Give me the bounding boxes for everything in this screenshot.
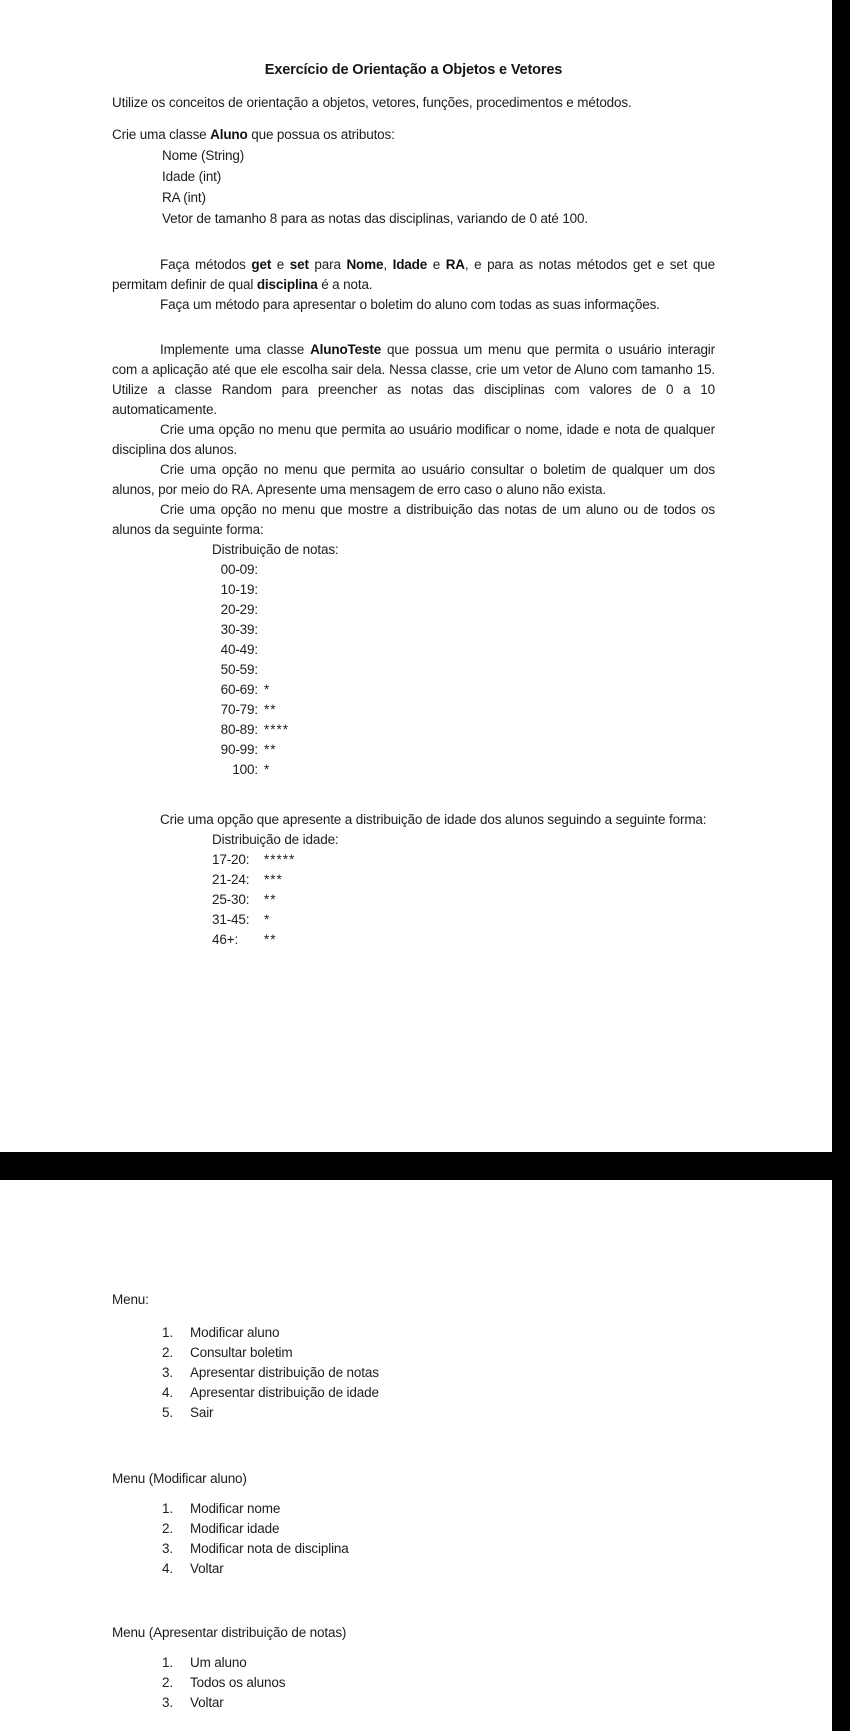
distribution-row [212, 580, 715, 600]
distribution-stars: **** [264, 722, 290, 737]
attribute-item: RA (int) [162, 190, 206, 205]
distribution-range: 25-30: [212, 892, 250, 907]
distribution-stars: ** [264, 932, 277, 947]
distribution-range: 40-49: [220, 642, 258, 657]
menu-item-number: 3. [162, 1365, 173, 1380]
menu-item [162, 1673, 715, 1693]
menu-item-number: 3. [162, 1695, 173, 1710]
distribution-row [212, 760, 715, 780]
attribute-item: Nome (String) [162, 148, 245, 163]
distribution-range: 31-45: [212, 912, 250, 927]
menu-item-number: 3. [162, 1541, 173, 1556]
distribution-range: 70-79: [220, 702, 258, 717]
page-separator-band [0, 1152, 850, 1180]
menu-item-label: Voltar [190, 1695, 224, 1710]
menu-modificar-block [112, 1469, 715, 1579]
menu-modificar-heading: Menu (Modificar aluno) [112, 1471, 247, 1486]
menu-dist-notas-block [112, 1623, 715, 1713]
distribution-range: 90-99: [220, 742, 258, 757]
distribution-range: 80-89: [220, 722, 258, 737]
distribution-range: 20-29: [220, 602, 258, 617]
paragraph-opcao-modificar: Crie uma opção no menu que permita ao usuário modificar o nome, idade e nota de qualquer disciplina dos alunos. [112, 422, 715, 457]
class-definition-line: Crie uma classe Aluno que possua os atributos: [112, 127, 395, 142]
menu-dist-notas-list [112, 1653, 715, 1713]
menu-item-label: Apresentar distribuição de idade [190, 1385, 379, 1400]
distribution-idade-heading: Distribuição de idade: [212, 832, 339, 847]
distribution-stars: * [264, 912, 271, 927]
paragraph-opcao-consultar: Crie uma opção no menu que permita ao usuário consultar o boletim de qualquer um dos alunos, por meio do RA. Apresente uma mensagem de erro caso o aluno não exista. [112, 462, 715, 497]
distribution-row [212, 680, 715, 700]
page-2 [112, 1290, 715, 1713]
paragraph-boletim: Faça um método para apresentar o boletim do aluno com todas as suas informações. [160, 297, 660, 312]
menu-item-number: 1. [162, 1325, 173, 1340]
menu-item [162, 1693, 715, 1713]
menu-item-number: 2. [162, 1675, 173, 1690]
distribution-range: 60-69: [220, 682, 258, 697]
distribution-row [212, 850, 715, 870]
distribution-row [212, 660, 715, 680]
menu-main-list [112, 1323, 715, 1423]
menu-item-label: Apresentar distribuição de notas [190, 1365, 379, 1380]
attribute-list [112, 145, 715, 229]
distribution-row [212, 700, 715, 720]
menu-item [162, 1539, 715, 1559]
distribution-row [212, 600, 715, 620]
distribution-row [212, 620, 715, 640]
distribution-range: 50-59: [220, 662, 258, 677]
distribution-row [212, 930, 715, 950]
menu-item-number: 2. [162, 1345, 173, 1360]
distribution-row [212, 560, 715, 580]
menu-item-label: Modificar nota de disciplina [190, 1541, 349, 1556]
menu-item-label: Todos os alunos [190, 1675, 286, 1690]
menu-item-label: Modificar idade [190, 1521, 280, 1536]
menu-main-heading: Menu: [112, 1292, 149, 1307]
distribution-notas-rows [212, 560, 715, 780]
distribution-stars: ***** [264, 852, 296, 867]
intro-paragraph: Utilize os conceitos de orientação a objetos, vetores, funções, procedimentos e métodos. [112, 95, 632, 110]
distribution-idade [212, 830, 715, 950]
menu-item-number: 4. [162, 1385, 173, 1400]
menu-item [162, 1519, 715, 1539]
menu-item-number: 1. [162, 1501, 173, 1516]
paragraph-opcao-dist-idade: Crie uma opção que apresente a distribuição de idade dos alunos seguindo a seguinte forma: [160, 812, 707, 827]
distribution-row [212, 720, 715, 740]
menu-item [162, 1363, 715, 1383]
menu-item [162, 1343, 715, 1363]
menu-modificar-list [112, 1499, 715, 1579]
distribution-range: 30-39: [220, 622, 258, 637]
menu-main-block [112, 1290, 715, 1423]
paragraph-opcao-dist-notas: Crie uma opção no menu que mostre a distribuição das notas de um aluno ou de todos os alunos da seguinte forma: [112, 502, 715, 537]
distribution-stars: *** [264, 872, 283, 887]
menu-dist-notas-heading: Menu (Apresentar distribuição de notas) [112, 1625, 347, 1640]
distribution-stars: * [264, 762, 271, 777]
distribution-row [212, 740, 715, 760]
distribution-row [212, 890, 715, 910]
menu-item [162, 1403, 715, 1423]
distribution-range: 46+: [212, 932, 239, 947]
menu-item [162, 1653, 715, 1673]
menu-item [162, 1559, 715, 1579]
menu-item-label: Um aluno [190, 1655, 247, 1670]
distribution-row [212, 640, 715, 660]
menu-item [162, 1323, 715, 1343]
page-1 [112, 0, 715, 950]
distribution-notas-heading: Distribuição de notas: [212, 542, 339, 557]
menu-item-label: Modificar nome [190, 1501, 281, 1516]
distribution-range: 100: [232, 762, 258, 777]
menu-item-label: Consultar boletim [190, 1345, 293, 1360]
distribution-idade-rows [212, 850, 715, 950]
paragraph-aluno-teste: Implemente uma classe AlunoTeste que possua um menu que permita o usuário interagir com a aplicação até que ele escolha sair dela. Nessa classe, crie um vetor de Aluno com tamanho 15. Utilize a classe Random para preencher as notas das disciplinas com valores de 0 a 10 automaticamente. [112, 342, 715, 417]
attribute-item: Vetor de tamanho 8 para as notas das disciplinas, variando de 0 até 100. [162, 211, 588, 226]
right-edge-strip [832, 0, 850, 1731]
page-title: Exercício de Orientação a Objetos e Vetores [264, 62, 563, 78]
distribution-notas [212, 540, 715, 780]
menu-item-number: 5. [162, 1405, 173, 1420]
distribution-range: 10-19: [220, 582, 258, 597]
menu-item-number: 1. [162, 1655, 173, 1670]
distribution-stars: ** [264, 742, 277, 757]
distribution-stars: ** [264, 702, 277, 717]
menu-item-label: Voltar [190, 1561, 224, 1576]
menu-item-label: Sair [190, 1405, 214, 1420]
menu-item-number: 4. [162, 1561, 173, 1576]
menu-item [162, 1499, 715, 1519]
menu-item-number: 2. [162, 1521, 173, 1536]
attribute-item: Idade (int) [162, 169, 222, 184]
menu-item-label: Modificar aluno [190, 1325, 280, 1340]
distribution-range: 00-09: [220, 562, 258, 577]
distribution-row [212, 870, 715, 890]
menu-item [162, 1383, 715, 1403]
distribution-range: 21-24: [212, 872, 250, 887]
distribution-stars: ** [264, 892, 277, 907]
distribution-range: 17-20: [212, 852, 250, 867]
distribution-row [212, 910, 715, 930]
distribution-stars: * [264, 682, 271, 697]
paragraph-metodos-get-set: Faça métodos get e set para Nome, Idade e RA, e para as notas métodos get e set que permitam definir de qual disciplina é a nota. [112, 257, 716, 292]
